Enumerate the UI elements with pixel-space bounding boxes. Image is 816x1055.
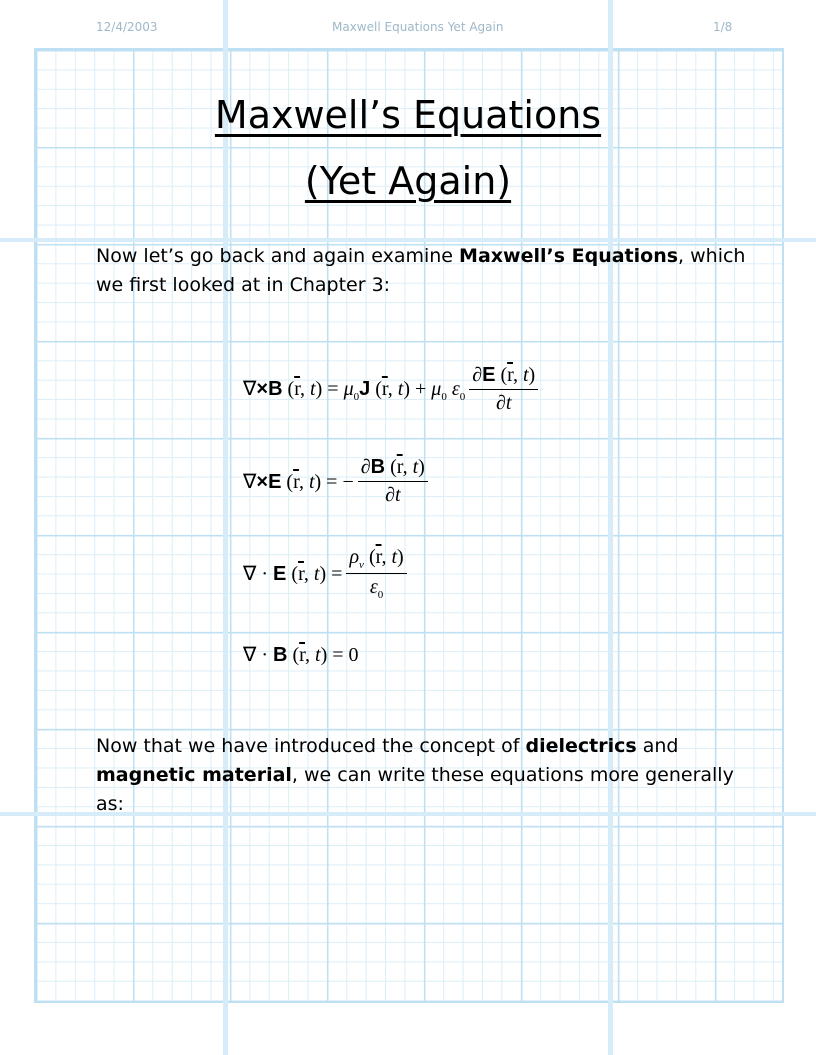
- equation-gauss-electric: ∇ · E ($\overline{r}$, t) = $\frac{\rho_v (\overline{r}, t)}{\varepsilon_0}$: [243, 546, 411, 601]
- equation-gauss-magnetic: ∇ · B ($\overline{r}$, t) = 0: [243, 644, 359, 666]
- outro-text-end: , we can write these equations more generally as:: [96, 764, 734, 815]
- page-title: [0, 82, 816, 214]
- title-line-1: Maxwell’s Equations: [214, 93, 602, 137]
- header-title: Maxwell Equations Yet Again: [332, 20, 504, 34]
- header-date: 12/4/2003: [96, 20, 158, 34]
- equation-ampere: ∇×B ($\overline{r}$, $t) = \mu_0J$ ($\overline{r}$, $t) + \mu_0$ $\varepsilon_0$ $\frac{\partial E (\overline{r}, t)}{\partial t}$: [243, 364, 542, 415]
- outro-bold-term: magnetic material: [96, 764, 292, 786]
- intro-text-end: , which we first looked at in Chapter 3:: [96, 245, 746, 296]
- intro-text: Now let’s go back and again examine: [96, 245, 460, 267]
- outro-paragraph: [96, 732, 746, 819]
- intro-bold-term: Maxwell’s Equations: [459, 245, 679, 267]
- outro-text: Now that we have introduced the concept of: [96, 735, 526, 757]
- header-page-number: 1/8: [713, 20, 733, 34]
- outro-bold-term: dielectrics: [525, 735, 637, 757]
- outro-text: and: [636, 735, 679, 757]
- intro-paragraph: [96, 242, 746, 300]
- title-line-2: (Yet Again): [304, 159, 512, 203]
- equation-faraday: ∇×E ($\overline{r}$, t) = − $\frac{\partial B (\overline{r}, t)}{\partial t}$: [243, 456, 432, 507]
